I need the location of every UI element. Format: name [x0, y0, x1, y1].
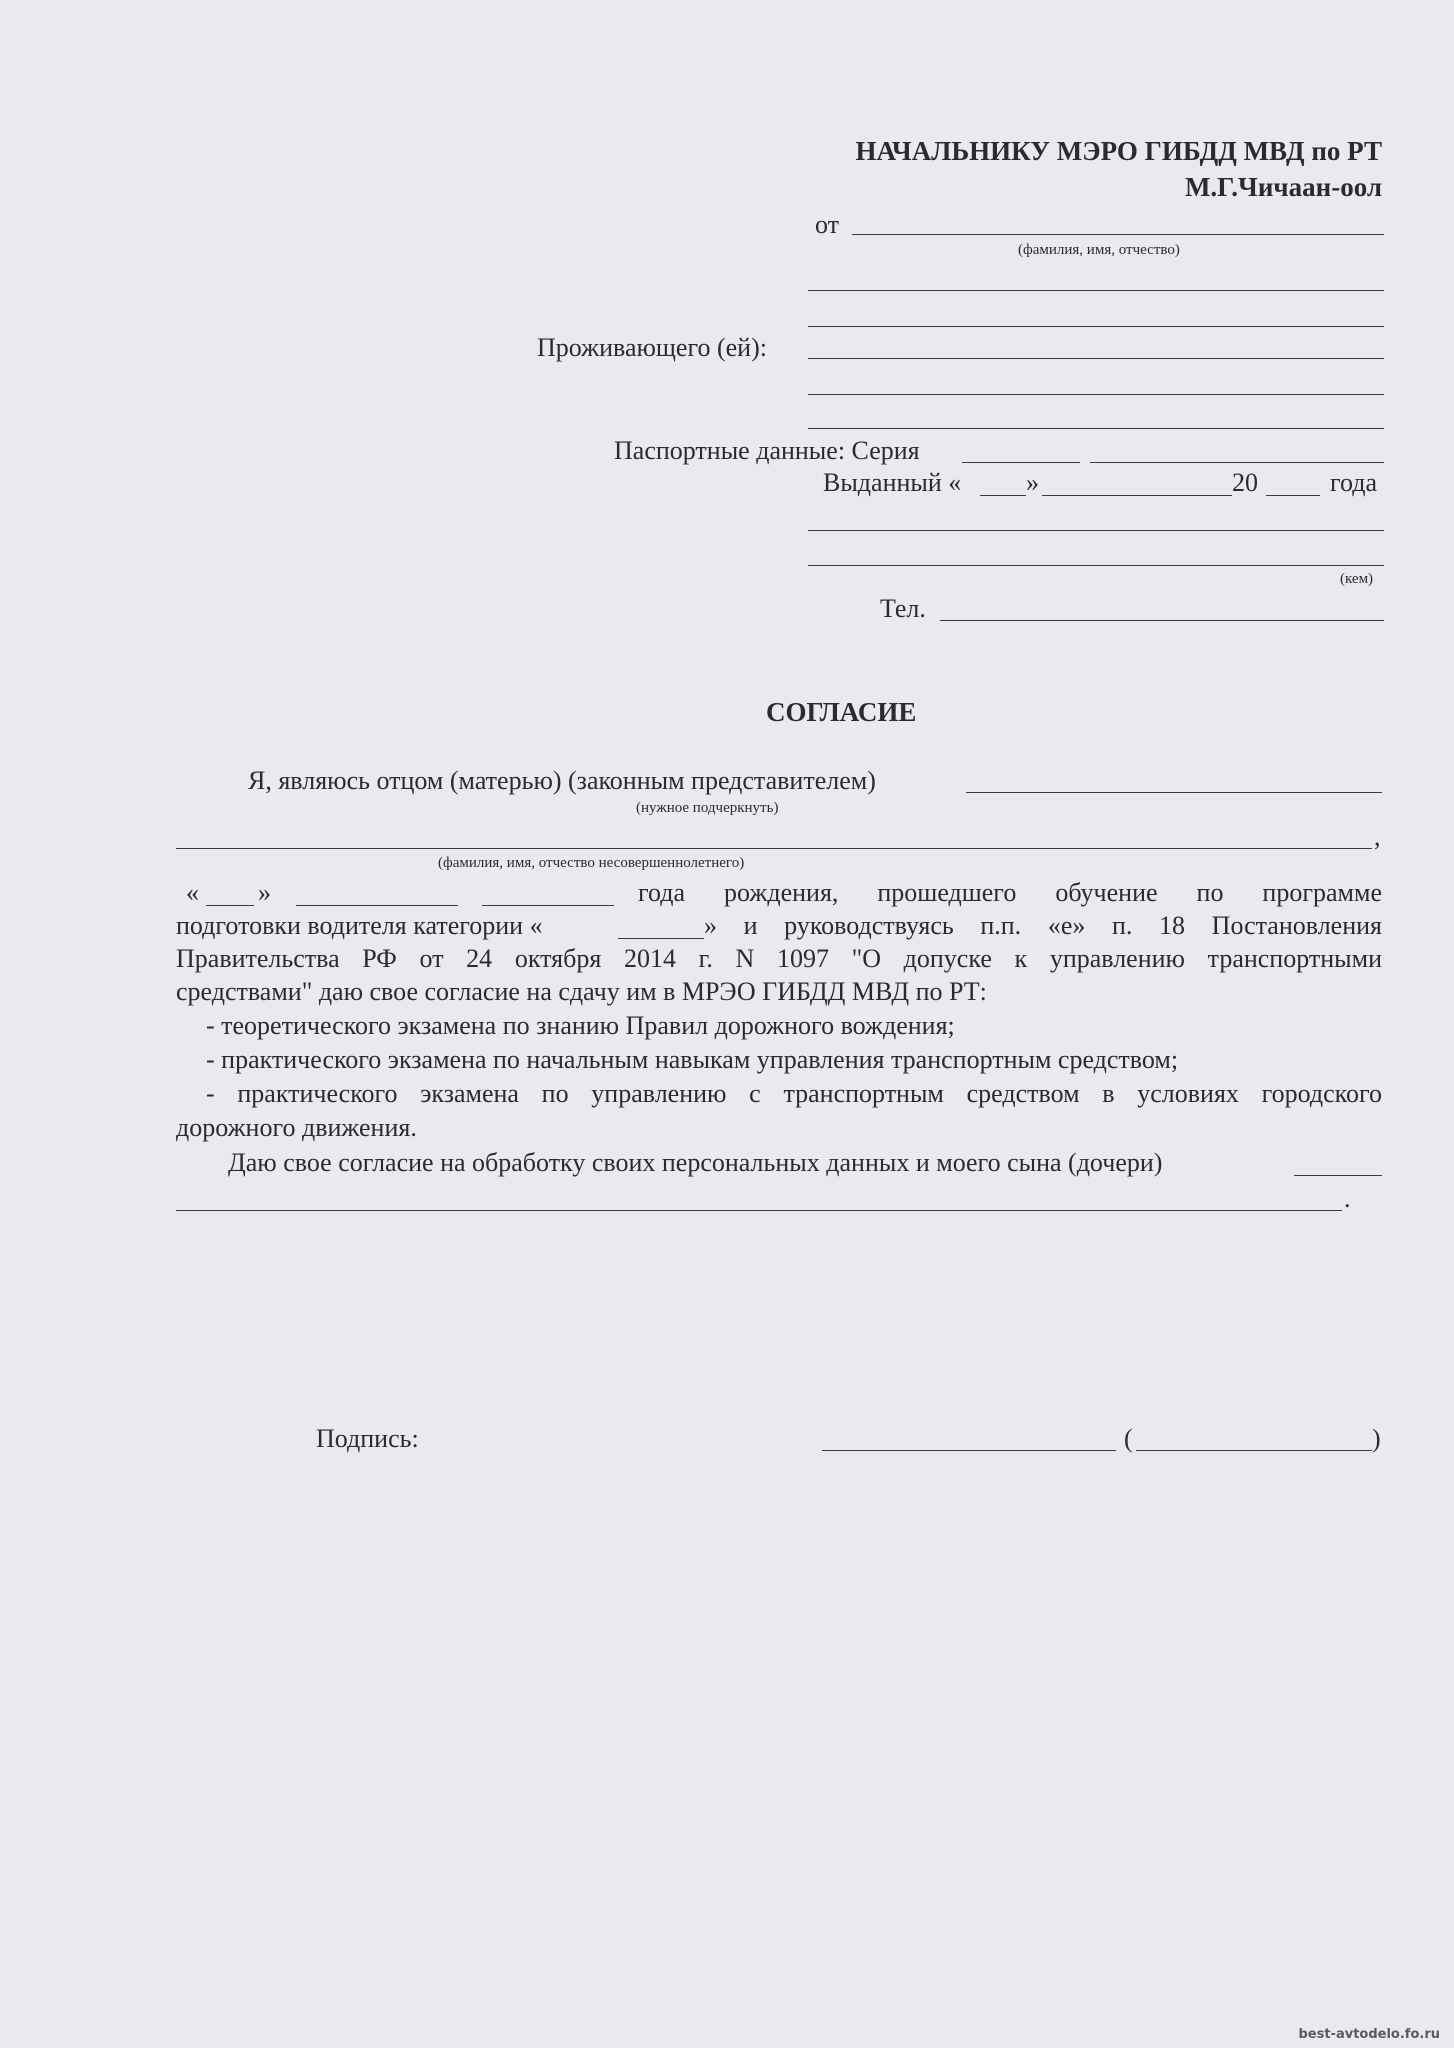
issued-year-line[interactable] [1266, 495, 1320, 496]
birth-day-line[interactable] [206, 905, 254, 906]
document-title: СОГЛАСИЕ [766, 697, 917, 727]
issued-month-line[interactable] [1042, 495, 1232, 496]
comma: , [1374, 822, 1381, 851]
from-hint: (фамилия, имя, отчество) [1018, 242, 1180, 258]
issued-label: Выданный « [823, 468, 962, 497]
residing-line-1[interactable] [808, 358, 1384, 359]
from-label: от [815, 210, 840, 239]
birth-month-line[interactable] [296, 905, 458, 906]
residing-label: Проживающего (ей): [537, 333, 767, 362]
birth-year-line[interactable] [482, 905, 614, 906]
underline-hint: (нужное подчеркнуть) [636, 800, 779, 816]
signature-line[interactable] [822, 1450, 1116, 1451]
birth-quote-close: » [258, 878, 271, 907]
from-line-3[interactable] [808, 326, 1384, 327]
resolution-text: Правительства РФ от 24 октября 2014 г. N 1097 "О допуске к управлению транспортными [176, 944, 1382, 973]
issued-by-line-2[interactable] [808, 565, 1384, 566]
issued-year-prefix: 20 [1232, 468, 1258, 497]
from-line-2[interactable] [808, 290, 1384, 291]
phone-label: Тел. [880, 594, 926, 623]
passport-label: Паспортные данные: Серия [614, 436, 920, 465]
residing-line-3[interactable] [808, 428, 1384, 429]
exam-item-city-cont: дорожного движения. [176, 1113, 417, 1142]
signature-paren-close: ) [1372, 1424, 1381, 1453]
exam-item-theory: - теоретического экзамена по знанию Правил дорожного вождения; [206, 1011, 955, 1040]
child-name-line-1[interactable] [1294, 1175, 1382, 1176]
issued-quote-close: » [1026, 468, 1039, 497]
personal-data-consent: Даю свое согласие на обработку своих персональных данных и моего сына (дочери) [228, 1148, 1163, 1177]
signature-paren-open: ( [1124, 1424, 1133, 1453]
child-name-line-2[interactable] [176, 1210, 1342, 1211]
signature-decoding-line[interactable] [1136, 1450, 1372, 1451]
signature-label: Подпись: [316, 1424, 419, 1453]
from-name-line[interactable] [852, 234, 1384, 235]
phone-line[interactable] [940, 620, 1384, 621]
intro-text: Я, являюсь отцом (матерью) (законным представителем) [248, 766, 876, 795]
consent-exam-text: средствами" даю свое согласие на сдачу им в МРЭО ГИБДД МВД по РТ: [176, 977, 987, 1006]
passport-series-line[interactable] [962, 462, 1080, 463]
exam-item-city: - практического экзамена по управлению с транспортным средством в условиях городского [206, 1079, 1382, 1108]
birth-text: года рождения, прошедшего обучение по программе [638, 878, 1382, 907]
category-text-b: » и руководствуясь п.п. «е» п. 18 Постановления [704, 911, 1382, 940]
minor-name-line[interactable] [176, 848, 1372, 849]
issued-by-hint: (кем) [1340, 571, 1374, 587]
issued-year-suffix: года [1330, 468, 1378, 497]
addressee-title: НАЧАЛЬНИКУ МЭРО ГИБДД МВД по РТ [855, 136, 1382, 166]
category-text-a: подготовки водителя категории « [176, 911, 543, 940]
period: . [1344, 1184, 1351, 1213]
minor-hint: (фамилия, имя, отчество несовершеннолетнего) [438, 855, 745, 871]
watermark: best-avtodelo.fo.ru [1298, 2027, 1440, 2042]
representative-line[interactable] [966, 792, 1382, 793]
passport-number-line[interactable] [1090, 462, 1384, 463]
addressee-name: М.Г.Чичаан-оол [1184, 172, 1382, 202]
category-line[interactable] [618, 938, 704, 939]
issued-by-line-1[interactable] [808, 530, 1384, 531]
residing-line-2[interactable] [808, 394, 1384, 395]
exam-item-basic: - практического экзамена по начальным навыкам управления транспортным средством; [206, 1045, 1179, 1074]
birth-quote-open: « [186, 878, 199, 907]
issued-day-line[interactable] [980, 495, 1026, 496]
